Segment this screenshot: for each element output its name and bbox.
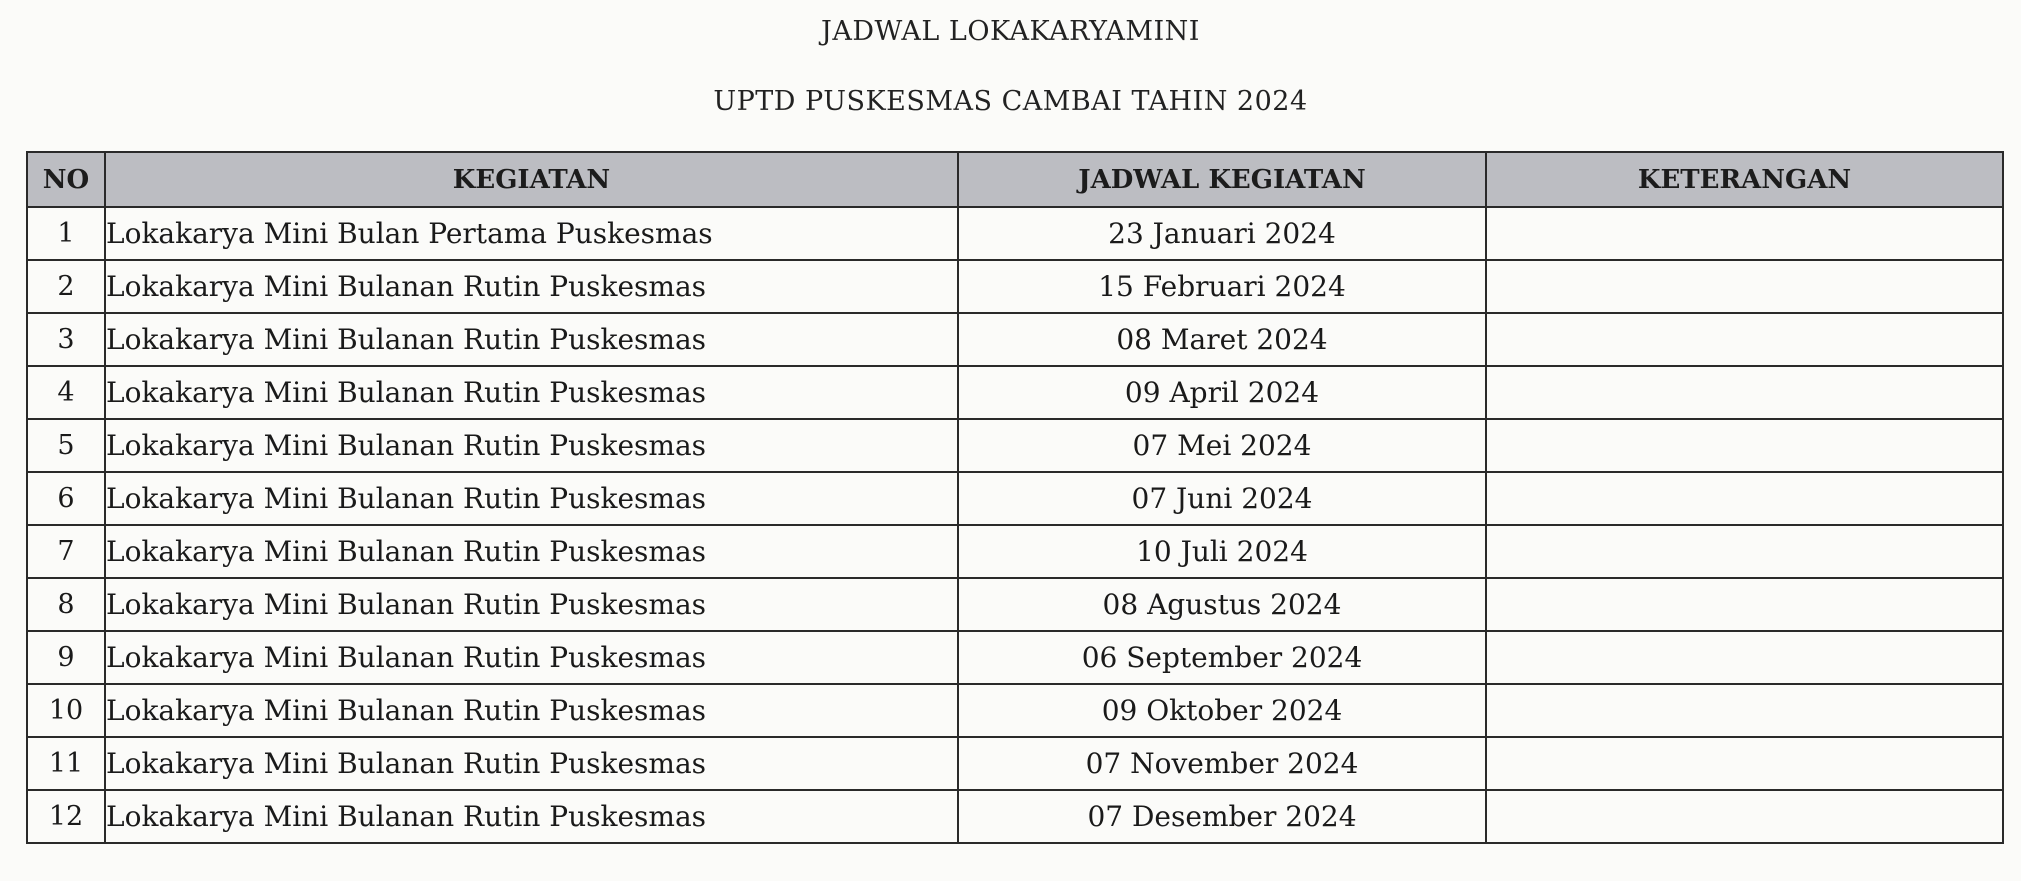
header-schedule: JADWAL KEGIATAN <box>958 152 1486 207</box>
notes-cell <box>1486 207 2003 260</box>
row-number: 4 <box>27 366 105 419</box>
row-number: 8 <box>27 578 105 631</box>
table-row <box>27 472 2003 525</box>
schedule-date-cell: 15 Februari 2024 <box>958 260 1486 313</box>
table-row <box>27 790 2003 843</box>
header-activity: KEGIATAN <box>105 152 958 207</box>
document-title: JADWAL LOKAKARYAMINI <box>821 16 1200 47</box>
schedule-date-cell: 07 Mei 2024 <box>958 419 1486 472</box>
table-row <box>27 313 2003 366</box>
schedule-date-cell: 23 Januari 2024 <box>958 207 1486 260</box>
row-number: 11 <box>27 737 105 790</box>
row-number: 1 <box>27 207 105 260</box>
notes-cell <box>1486 684 2003 737</box>
activity-cell: Lokakarya Mini Bulanan Rutin Puskesmas <box>105 313 958 366</box>
notes-cell <box>1486 260 2003 313</box>
table-body <box>27 207 2003 843</box>
schedule-date-cell: 06 September 2024 <box>958 631 1486 684</box>
document-subtitle: UPTD PUSKESMAS CAMBAI TAHIN 2024 <box>713 86 1308 117</box>
activity-cell: Lokakarya Mini Bulanan Rutin Puskesmas <box>105 419 958 472</box>
schedule-date-cell: 07 November 2024 <box>958 737 1486 790</box>
schedule-date-cell: 07 Juni 2024 <box>958 472 1486 525</box>
notes-cell <box>1486 313 2003 366</box>
table-row <box>27 419 2003 472</box>
table-row <box>27 737 2003 790</box>
notes-cell <box>1486 366 2003 419</box>
table-row <box>27 260 2003 313</box>
row-number: 7 <box>27 525 105 578</box>
schedule-date-cell: 09 April 2024 <box>958 366 1486 419</box>
notes-cell <box>1486 419 2003 472</box>
row-number: 6 <box>27 472 105 525</box>
header-notes: KETERANGAN <box>1486 152 2003 207</box>
schedule-date-cell: 08 Agustus 2024 <box>958 578 1486 631</box>
activity-cell: Lokakarya Mini Bulan Pertama Puskesmas <box>105 207 958 260</box>
notes-cell <box>1486 790 2003 843</box>
header-no: NO <box>27 152 105 207</box>
row-number: 3 <box>27 313 105 366</box>
activity-cell: Lokakarya Mini Bulanan Rutin Puskesmas <box>105 366 958 419</box>
row-number: 2 <box>27 260 105 313</box>
notes-cell <box>1486 631 2003 684</box>
schedule-table <box>26 151 2004 844</box>
schedule-date-cell: 10 Juli 2024 <box>958 525 1486 578</box>
table-row <box>27 578 2003 631</box>
activity-cell: Lokakarya Mini Bulanan Rutin Puskesmas <box>105 631 958 684</box>
notes-cell <box>1486 525 2003 578</box>
schedule-date-cell: 08 Maret 2024 <box>958 313 1486 366</box>
notes-cell <box>1486 737 2003 790</box>
activity-cell: Lokakarya Mini Bulanan Rutin Puskesmas <box>105 472 958 525</box>
row-number: 10 <box>27 684 105 737</box>
notes-cell <box>1486 578 2003 631</box>
row-number: 12 <box>27 790 105 843</box>
notes-cell <box>1486 472 2003 525</box>
table-row <box>27 631 2003 684</box>
activity-cell: Lokakarya Mini Bulanan Rutin Puskesmas <box>105 578 958 631</box>
row-number: 5 <box>27 419 105 472</box>
row-number: 9 <box>27 631 105 684</box>
schedule-date-cell: 09 Oktober 2024 <box>958 684 1486 737</box>
activity-cell: Lokakarya Mini Bulanan Rutin Puskesmas <box>105 737 958 790</box>
activity-cell: Lokakarya Mini Bulanan Rutin Puskesmas <box>105 260 958 313</box>
table-header-row <box>27 152 2003 207</box>
activity-cell: Lokakarya Mini Bulanan Rutin Puskesmas <box>105 684 958 737</box>
table-row <box>27 366 2003 419</box>
table-row <box>27 525 2003 578</box>
table-row <box>27 207 2003 260</box>
schedule-date-cell: 07 Desember 2024 <box>958 790 1486 843</box>
activity-cell: Lokakarya Mini Bulanan Rutin Puskesmas <box>105 525 958 578</box>
table-row <box>27 684 2003 737</box>
activity-cell: Lokakarya Mini Bulanan Rutin Puskesmas <box>105 790 958 843</box>
